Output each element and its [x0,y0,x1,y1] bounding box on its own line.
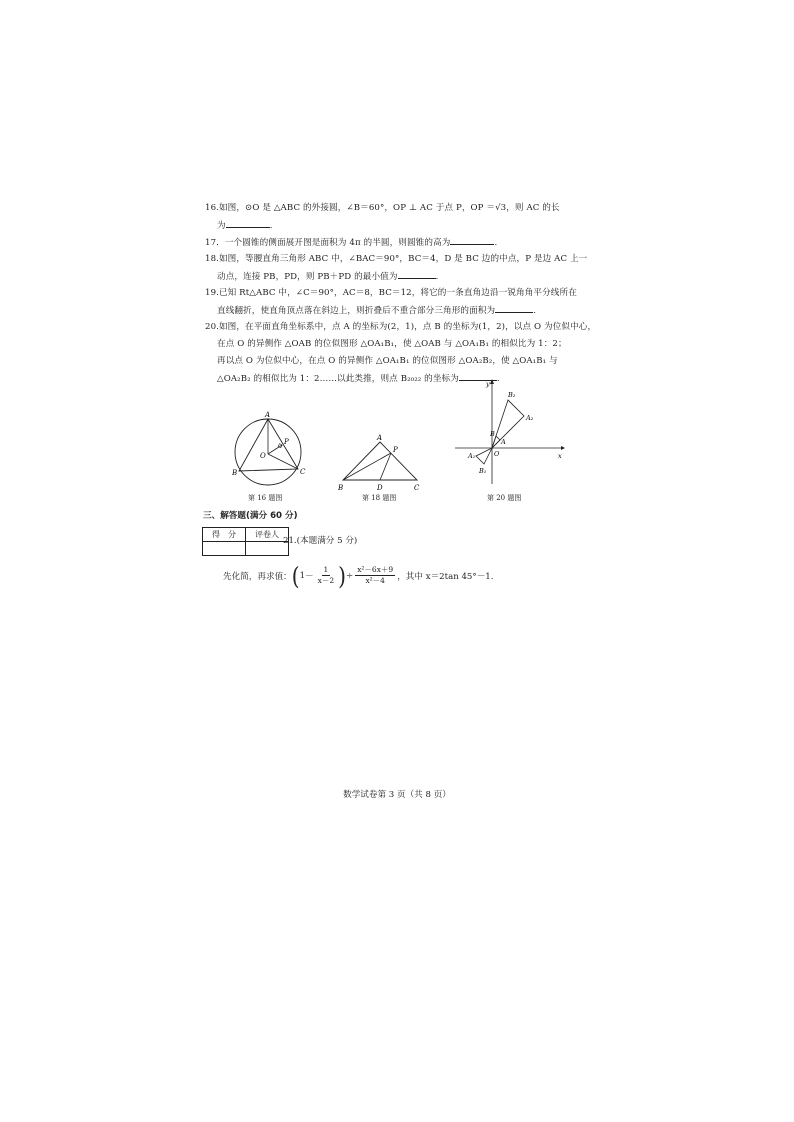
question-20-line-4-text: △OA₂B₂ 的相似比为 1：2……以此类推，则点 B₂₀₂₂ 的坐标为 [217,374,459,384]
question-18-line-1: 18.如图，等腰直角三角形 ABC 中，∠BAC＝90°，BC＝4，D 是 BC 边的中点，P 是边 AC 上一 [205,254,588,264]
question-18-line-2-text: 动点，连接 PB，PD，则 PB＋PD 的最小值为 [217,272,398,282]
fraction-2-numerator: x²－6x＋9 [357,565,394,574]
label-c: C [300,468,306,476]
label-a: A [265,411,271,419]
question-19-line-2: 直线翻折，使直角顶点落在斜边上，则折叠后不重合部分三角形的面积为 . [205,302,600,320]
fraction-1 [316,565,337,586]
fraction-2 [355,565,395,586]
question-17 [205,234,600,252]
question-21-expression [223,561,494,590]
left-paren: ( [291,561,300,590]
score-header: 得 分 [203,528,246,542]
x-axis-arrow [561,446,565,450]
question-17-line-1: 17．一个圆锥的侧面展开图是面积为 4π 的半圆，则圆锥的高为 . [205,234,600,252]
y-axis-arrow [490,379,494,384]
question-19-line-1: 19.已知 Rt△ABC 中，∠C＝90°，AC＝8，BC＝12，将它的一条直角边沿一锐角角平分线所在 [205,288,577,298]
segment-pd [380,453,391,480]
answer-blank-18[interactable] [398,268,436,279]
answer-blank-17[interactable] [450,234,494,245]
score-cell[interactable] [203,542,246,556]
question-16-line-2: 为 . [205,217,600,235]
label-a: A [377,434,383,442]
label-o: O [260,452,266,460]
question-16 [205,200,600,235]
label-y: y [486,380,490,388]
question-20-line-4: △OA₂B₂ 的相似比为 1：2……以此类推，则点 B₂₀₂₂ 的坐标为 . [205,370,600,388]
triangle-abc [343,442,417,480]
question-19-line-2-text: 直线翻折，使直角顶点落在斜边上，则折叠后不重合部分三角形的面积为 [217,306,496,316]
right-paren: ) [338,561,346,590]
question-16-line-2-text: 为 [217,221,226,231]
label-o: O [494,450,500,458]
label-c: C [414,484,420,492]
triangle-oa1b1 [476,448,492,464]
fraction-1-denominator: x－2 [317,576,335,585]
triangle-oa2b2 [492,400,524,448]
score-table [202,527,289,556]
label-x: x [558,452,562,460]
label-b1: B₁ [479,467,487,475]
label-b: B [338,484,344,492]
segment-pb [343,453,391,480]
question-20-line-3: 再以点 O 为位似中心，在点 O 的异侧作 △OA₁B₁ 的位似图形 △OA₂B₂，使 △OA₁B₁ 与 [217,356,558,366]
label-b: B [490,430,495,438]
segment-op [268,445,282,454]
page-footer: 数学试卷第 3 页（共 8 页） [343,790,451,800]
label-p: P [284,438,289,446]
label-b2: B₂ [508,391,516,399]
q21-one: 1 [299,570,306,581]
figure-18-isosceles-right-triangle [334,432,429,494]
q21-tail: ，其中 x＝2tan 45°－1. [397,571,494,582]
q21-minus: － [305,571,314,582]
label-d: D [377,484,383,492]
fraction-2-denominator: x²－4 [365,576,385,585]
label-a2: A₂ [526,414,534,422]
question-20-line-2: 在点 O 的异侧作 △OAB 的位似图形 △OA₁B₁，使 △OAB 与 △OA₁B₁ 的相似比为 1：2； [217,339,567,349]
figure-16-circle-triangle [224,408,314,488]
figure-20-coordinate-similarity [452,376,567,490]
question-18-line-2: 动点，连接 PB，PD，则 PB＋PD 的最小值为 . [205,268,600,286]
fraction-1-numerator: 1 [323,565,329,574]
answer-blank-19[interactable] [495,302,533,313]
label-b: B [232,469,238,477]
q21-lead: 先化简，再求值： [223,571,292,582]
figure-16-caption: 第 16 题图 [248,494,283,502]
label-p: P [393,446,398,454]
figure-20-caption: 第 20 题图 [487,494,522,502]
answer-blank-16[interactable] [226,217,270,228]
grader-header: 评卷人 [246,528,289,542]
question-21-title: 21.(本题满分 5 分) [283,536,358,546]
q21-divide: ÷ [345,570,354,581]
question-17-text: 17．一个圆锥的侧面展开图是面积为 4π 的半圆，则圆锥的高为 [205,238,451,248]
question-16-line-1: 16.如图，⊙O 是 △ABC 的外接圆，∠B＝60°，OP ⊥ AC 于点 P，OP ＝√3，则 AC 的长 [205,203,560,213]
figure-18-caption: 第 18 题图 [362,494,397,502]
question-18 [205,251,600,286]
label-a: A [501,438,506,446]
section-3-heading: 三、解答题(满分 60 分) [203,511,298,521]
question-19 [205,285,600,320]
label-a1: A₁ [468,452,476,460]
question-20-line-1: 20.如图，在平面直角坐标系中，点 A 的坐标为(2，1)，点 B 的坐标为(1，2)，以点 O 为位似中心， [205,322,597,332]
